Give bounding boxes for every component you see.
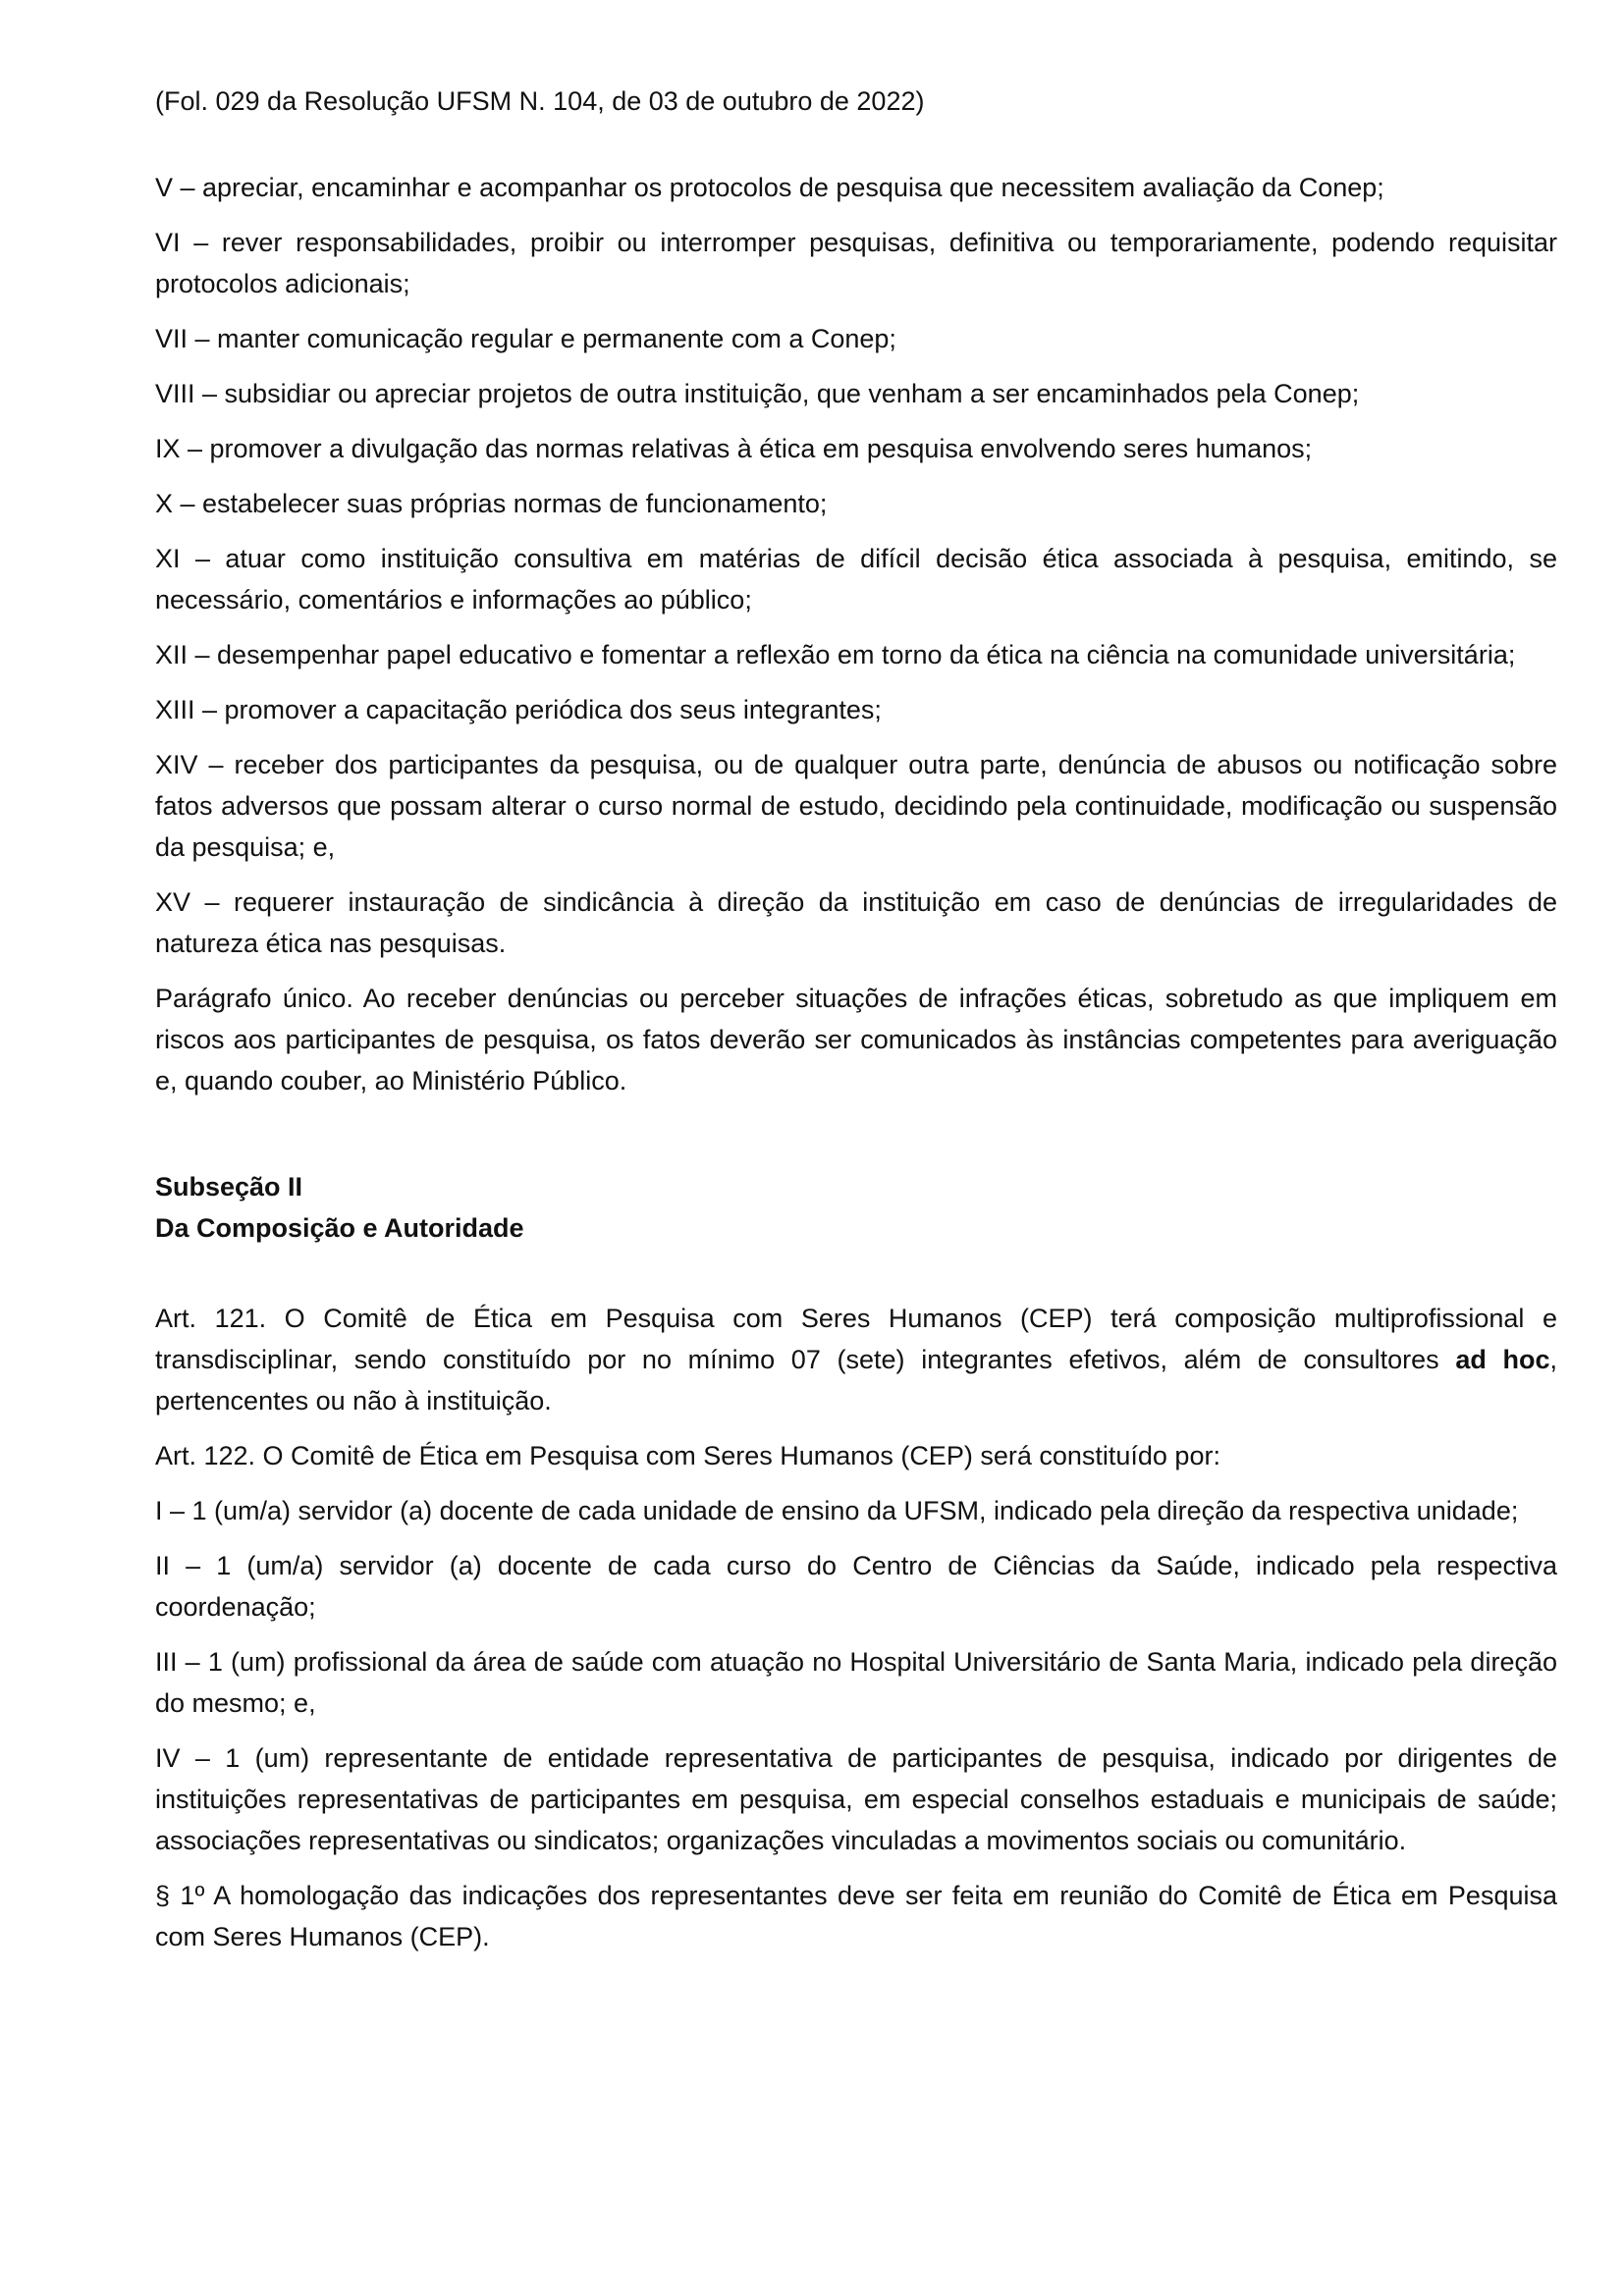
item-i: I – 1 (um/a) servidor (a) docente de cada unidade de ensino da UFSM, indicado pela direção da respectiva unidade;: [155, 1496, 1519, 1525]
art-122: Art. 122. O Comitê de Ética em Pesquisa com Seres Humanos (CEP) será constituído por:: [155, 1441, 1220, 1470]
subsection-number: Subseção II: [155, 1172, 303, 1201]
ad-hoc-bold: ad hoc: [1455, 1345, 1550, 1374]
art-121-text-end: , pertencentes ou não à instituição.: [155, 1345, 1558, 1415]
paragrafo-unico: Parágrafo único. Ao receber denúncias ou perceber situações de infrações éticas, sobretudo as que impliquem em riscos aos participantes de pesquisa, os fatos deverão ser comunicados às instâncias competentes para averiguação e, quando couber, ao Ministério Público.: [155, 984, 1557, 1095]
item-xii: XII – desempenhar papel educativo e fomentar a reflexão em torno da ética na ciência na comunidade universitária;: [155, 640, 1516, 669]
item-xi: XI – atuar como instituição consultiva em matérias de difícil decisão ética associada à pesquisa, emitindo, se necessário, comentários e informações ao público;: [155, 544, 1557, 614]
spacer: [155, 1115, 1557, 1166]
item-vi: VI – rever responsabilidades, proibir ou interromper pesquisas, definitiva ou temporariamente, podendo requisitar protocolos adicionais;: [155, 228, 1557, 298]
item-xv: XV – requerer instauração de sindicância à direção da instituição em caso de denúncias de irregularidades de natureza ética nas pesquisas.: [155, 887, 1557, 958]
item-xiii: XIII – promover a capacitação periódica dos seus integrantes;: [155, 695, 882, 724]
item-ii: II – 1 (um/a) servidor (a) docente de cada curso do Centro de Ciências da Saúde, indicado pela respectiva coordenação;: [155, 1551, 1557, 1622]
subsection-title: Da Composição e Autoridade: [155, 1213, 524, 1243]
item-v: V – apreciar, encaminhar e acompanhar os protocolos de pesquisa que necessitem avaliação da Conep;: [155, 173, 1384, 202]
item-xiv: XIV – receber dos participantes da pesquisa, ou de qualquer outra parte, denúncia de abusos ou notificação sobre fatos adversos que possam alterar o curso normal de estudo, decidindo pela continuidade, modificação ou suspensão da pesquisa; e,: [155, 750, 1557, 862]
art-121-text: Art. 121. O Comitê de Ética em Pesquisa com Seres Humanos (CEP) terá composição multiprofissional e transdisciplinar, sendo constituído por no mínimo 07 (sete) integrantes efetivos, além de consultores: [155, 1304, 1557, 1374]
art-121: [155, 1298, 1557, 1421]
paragraph-1: § 1º A homologação das indicações dos representantes deve ser feita em reunião do Comitê de Ética em Pesquisa com Seres Humanos (CEP).: [155, 1881, 1557, 1951]
item-iv: IV – 1 (um) representante de entidade representativa de participantes de pesquisa, indicado por dirigentes de instituições representativas de participantes em pesquisa, em especial conselhos estaduais e municipais de saúde; associações representativas ou sindicatos; organizações vinculadas a movimentos sociais ou comunitário.: [155, 1743, 1557, 1855]
item-vii: VII – manter comunicação regular e permanente com a Conep;: [155, 324, 896, 353]
document-page: [155, 80, 1557, 1971]
item-ix: IX – promover a divulgação das normas relativas à ética em pesquisa envolvendo seres humanos;: [155, 434, 1313, 463]
page-header: (Fol. 029 da Resolução UFSM N. 104, de 03 de outubro de 2022): [155, 86, 925, 116]
item-x: X – estabelecer suas próprias normas de funcionamento;: [155, 489, 828, 518]
spacer: [155, 1249, 1557, 1298]
item-viii: VIII – subsidiar ou apreciar projetos de outra instituição, que venham a ser encaminhados pela Conep;: [155, 379, 1360, 408]
item-iii: III – 1 (um) profissional da área de saúde com atuação no Hospital Universitário de Santa Maria, indicado pela direção do mesmo; e,: [155, 1647, 1557, 1718]
